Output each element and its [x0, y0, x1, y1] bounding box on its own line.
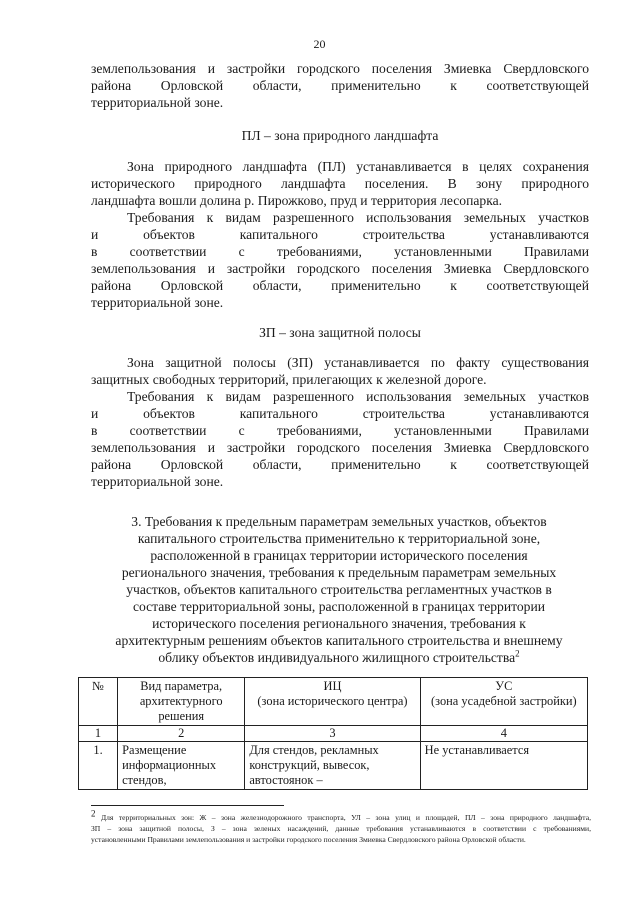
- text-line: территориальной зоне.: [91, 295, 224, 310]
- text-line: района Орловской области, применительно к соответствующей: [91, 278, 589, 293]
- text-line: землепользования и застройки городского поселения Змиевка Свердловского: [91, 440, 589, 455]
- header-param: [118, 678, 245, 726]
- row-param-line: Размещение: [122, 743, 187, 757]
- header-param-line: архитектурного: [139, 694, 223, 708]
- text-line: территориальной зоне.: [91, 474, 224, 489]
- text-line: составе территориальной зоны, расположенной в границах территории: [132, 599, 546, 614]
- header-us-desc: (зона усадебной застройки): [431, 694, 577, 708]
- row-ic-line: конструкций, вывесок,: [249, 758, 370, 772]
- text-line: расположенной в границах территории исторического поселения: [150, 548, 528, 563]
- header-ic-code: ИЦ: [323, 679, 342, 693]
- table-column-numbers-row: [79, 726, 588, 742]
- zp-paragraph-1: [91, 354, 589, 388]
- column-number: 1: [79, 726, 118, 742]
- row-param-line: информационных: [122, 758, 217, 772]
- text-line: участков, объектов капитального строительства регламентных участков в: [126, 582, 552, 597]
- footnote-ref: 2: [515, 648, 520, 659]
- row-us: Не устанавливается: [420, 742, 587, 790]
- text-line: исторического природного ландшафта поселения. В зону природного: [91, 176, 589, 191]
- table-header-row: [79, 678, 588, 726]
- page-number: 20: [313, 37, 326, 51]
- header-us-code: УС: [495, 679, 513, 693]
- text-line: [60, 649, 618, 666]
- header-num: №: [79, 678, 118, 726]
- text-line: регионального значения, требования к предельным параметрам земельных: [121, 565, 557, 580]
- row-ic-line: Для стендов, рекламных: [249, 743, 379, 757]
- text-line: архитектурным решениям объектов капитального строительства и внешнему: [115, 633, 563, 648]
- pl-paragraph-1: [91, 158, 589, 209]
- text-line: 3. Требования к предельным параметрам земельных участков, объектов: [131, 514, 547, 529]
- zp-heading: ЗП – зона защитной полосы: [259, 325, 421, 340]
- section-3-last-line: облику объектов индивидуального жилищного строительства: [158, 650, 516, 665]
- text-line: в соответствии с требованиями, установленными Правилами: [91, 423, 589, 438]
- text-line: района Орловской области, применительно к соответствующей: [91, 457, 589, 472]
- row-num: 1.: [79, 742, 118, 790]
- text-line: [91, 808, 591, 823]
- text-line: землепользования и застройки городского поселения Змиевка Свердловского: [91, 261, 589, 276]
- table-row: [79, 742, 588, 790]
- text-line: в соответствии с требованиями, установленными Правилами: [91, 244, 589, 259]
- parameters-table: [78, 677, 588, 790]
- text-line: землепользования и застройки городского поселения Змиевка Свердловского: [91, 61, 589, 76]
- pl-heading: ПЛ – зона природного ландшафта: [241, 128, 439, 143]
- text-line: и объектов капитального строительства устанавливаются: [91, 406, 589, 421]
- text-line: Требования к видам разрешенного использования земельных участков: [127, 389, 589, 404]
- header-us: [420, 678, 587, 726]
- row-ic: [245, 742, 420, 790]
- header-ic: [245, 678, 420, 726]
- text-line: ЗП – зона защитной полосы, З – зона зеленых насаждений, данные требования устанавливаются в соответствии с требованиями,: [91, 824, 591, 833]
- column-number: 2: [118, 726, 245, 742]
- text-line: Требования к видам разрешенного использования земельных участков: [127, 210, 589, 225]
- text-line: капитального строительства применительно к территориальной зоне,: [137, 531, 541, 546]
- text-line: Зона защитной полосы (ЗП) устанавливается по факту существования: [127, 355, 589, 370]
- header-param-line: решения: [158, 709, 205, 723]
- text-line: района Орловской области, применительно к соответствующей: [91, 78, 589, 93]
- intro-paragraph: [91, 60, 589, 111]
- footnote-divider: [91, 805, 284, 806]
- pl-paragraph-2: [91, 209, 589, 311]
- text-line: исторического поселения регионального значения, требования к: [152, 616, 526, 631]
- text-line: ландшафта вошли долина р. Пирожково, пруд и территория лесопарка.: [91, 193, 503, 208]
- column-number: 3: [245, 726, 420, 742]
- text-line: территориальной зоне.: [91, 95, 224, 110]
- footnote: [91, 808, 591, 845]
- row-ic-line: автостоянок –: [249, 773, 323, 787]
- section-3-heading: [60, 513, 618, 666]
- column-number: 4: [420, 726, 587, 742]
- row-param-line: стендов,: [122, 773, 167, 787]
- text-line: Зона природного ландшафта (ПЛ) устанавливается в целях сохранения: [127, 159, 589, 174]
- text-line: и объектов капитального строительства устанавливаются: [91, 227, 589, 242]
- header-ic-desc: (зона исторического центра): [257, 694, 408, 708]
- row-param: [118, 742, 245, 790]
- footnote-marker: 2: [91, 808, 96, 819]
- zp-paragraph-2: [91, 388, 589, 490]
- header-param-line: Вид параметра,: [140, 679, 223, 693]
- text-line: защитных свободных территорий, прилегающих к железной дороге.: [91, 372, 487, 387]
- footnote-text: Для территориальных зон: Ж – зона железнодорожного транспорта, УЛ – зона улиц и площадей, ПЛ – зона природного ландшафта,: [100, 813, 591, 822]
- text-line: установленными Правилами землепользования и застройки городского поселения Змиевка Свердловского района Орловской области.: [91, 835, 526, 844]
